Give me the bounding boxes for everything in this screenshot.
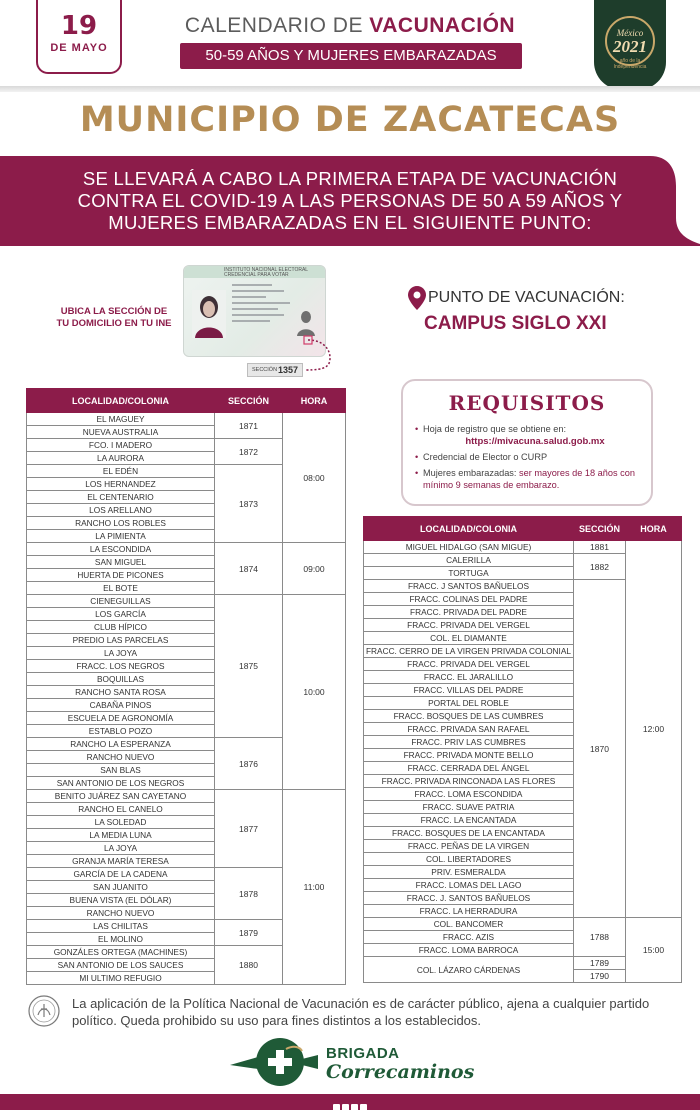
- cell-hora: 12:00: [626, 541, 682, 918]
- column-header-localidad: LOCALIDAD/COLONIA: [364, 517, 574, 541]
- cell-seccion: 1879: [215, 920, 283, 946]
- cell-localidad: EL CENTENARIO: [27, 491, 215, 504]
- cell-localidad: FRACC. PRIVADA RINCONADA LAS FLORES: [364, 775, 574, 788]
- cell-localidad: FRACC. LA HERRADURA: [364, 905, 574, 918]
- ine-hint: [40, 306, 188, 330]
- registration-link[interactable]: https://mivacuna.salud.gob.mx: [465, 435, 605, 447]
- table-row: [27, 413, 346, 426]
- logo-caption: año de la Independencia: [613, 58, 647, 70]
- banner-line: SE LLEVARÁ A CABO LA PRIMERA ETAPA DE VACUNACIÓN: [82, 168, 618, 189]
- youtube-icon[interactable]: [360, 1104, 367, 1110]
- cell-localidad: ESCUELA DE AGRONOMÍA: [27, 712, 215, 725]
- cell-localidad: CIENEGUILLAS: [27, 595, 215, 608]
- bottom-bar: [0, 1094, 700, 1110]
- cell-localidad: FRACC. LOMA BARROCA: [364, 944, 574, 957]
- cell-localidad: COL. LÁZARO CÁRDENAS: [364, 957, 574, 983]
- logo-year: 2021: [613, 37, 647, 56]
- facebook-icon[interactable]: [333, 1104, 340, 1110]
- seccion-label: SECCIÓN: [252, 367, 278, 373]
- cell-localidad: SAN ANTONIO DE LOS SAUCES: [27, 959, 215, 972]
- seccion-pointer: [300, 330, 340, 380]
- cell-seccion: 1872: [215, 439, 283, 465]
- cell-localidad: COL. EL DIAMANTE: [364, 632, 574, 645]
- date-day: 19: [60, 11, 98, 41]
- cell-localidad: BUENA VISTA (EL DÓLAR): [27, 894, 215, 907]
- ine-hint-line: TU DOMICILIO EN TU INE: [56, 318, 172, 329]
- cell-localidad: COL. LIBERTADORES: [364, 853, 574, 866]
- cell-hora: 11:00: [283, 790, 346, 985]
- table-row: [27, 790, 346, 803]
- cell-localidad: GARCÍA DE LA CADENA: [27, 868, 215, 881]
- cell-localidad: TORTUGA: [364, 567, 574, 580]
- schedule-table-left: [26, 388, 346, 985]
- calendar-title-emphasis: VACUNACIÓN: [369, 14, 516, 37]
- ine-hint-line: UBICA LA SECCIÓN DE: [60, 306, 168, 317]
- cell-localidad: COL. BANCOMER: [364, 918, 574, 931]
- cell-localidad: RANCHO LA ESPERANZA: [27, 738, 215, 751]
- table-row: [27, 543, 346, 556]
- cell-localidad: BENITO JUÁREZ SAN CAYETANO: [27, 790, 215, 803]
- logo-country: México: [616, 28, 644, 38]
- cell-localidad: FRACC. PEÑAS DE LA VIRGEN: [364, 840, 574, 853]
- brigada-logo-icon: [228, 1035, 320, 1089]
- cell-localidad: FRACC. EL JARALILLO: [364, 671, 574, 684]
- cell-localidad: NUEVA AUSTRALIA: [27, 426, 215, 439]
- cell-localidad: RANCHO NUEVO: [27, 751, 215, 764]
- cell-seccion: 1870: [574, 580, 626, 918]
- cell-seccion: 1875: [215, 595, 283, 738]
- announcement-banner: [0, 156, 700, 246]
- cell-seccion: 1881: [574, 541, 626, 554]
- cell-localidad: FRACC. COLINAS DEL PADRE: [364, 593, 574, 606]
- requirement-text: Mujeres embarazadas:: [423, 467, 520, 478]
- cell-localidad: FRACC. BOSQUES DE LA ENCANTADA: [364, 827, 574, 840]
- cell-seccion: 1789: [574, 957, 626, 970]
- cell-localidad: RANCHO SANTA ROSA: [27, 686, 215, 699]
- cell-localidad: FCO. I MADERO: [27, 439, 215, 452]
- cell-localidad: FRACC. LOS NEGROS: [27, 660, 215, 673]
- ine-photo-icon: [192, 290, 226, 338]
- table-header-row: [364, 517, 682, 541]
- cell-localidad: SAN MIGUEL: [27, 556, 215, 569]
- cell-localidad: FRACC. J SANTOS BAÑUELOS: [364, 580, 574, 593]
- cell-seccion: 1878: [215, 868, 283, 920]
- column-header-hora: HORA: [626, 517, 682, 541]
- cell-seccion: 1874: [215, 543, 283, 595]
- cell-localidad: SAN ANTONIO DE LOS NEGROS: [27, 777, 215, 790]
- cell-localidad: CALERILLA: [364, 554, 574, 567]
- cell-localidad: FRACC. PRIV LAS CUMBRES: [364, 736, 574, 749]
- twitter-icon[interactable]: [342, 1104, 349, 1110]
- cell-localidad: RANCHO NUEVO: [27, 907, 215, 920]
- cell-localidad: FRACC. CERRADA DEL ÁNGEL: [364, 762, 574, 775]
- calendar-title: [160, 14, 540, 38]
- banner-text: [30, 168, 670, 234]
- cell-localidad: MI ULTIMO REFUGIO: [27, 972, 215, 985]
- ine-card-header: [224, 268, 308, 278]
- requirement-item: [415, 467, 647, 492]
- cell-localidad: FRACC. LA ENCANTADA: [364, 814, 574, 827]
- cell-localidad: ESTABLO POZO: [27, 725, 215, 738]
- cell-localidad: LA PIMIENTA: [27, 530, 215, 543]
- cell-localidad: PRIV. ESMERALDA: [364, 866, 574, 879]
- cell-localidad: FRACC. PRIVADA DEL VERGEL: [364, 619, 574, 632]
- brigada-text: BRIGADA: [326, 1045, 400, 1062]
- cell-localidad: LA ESCONDIDA: [27, 543, 215, 556]
- cell-localidad: EL MAGUEY: [27, 413, 215, 426]
- banner-line: MUJERES EMBARAZADAS EN EL SIGUIENTE PUNTO:: [108, 212, 592, 233]
- cell-localidad: EL EDÉN: [27, 465, 215, 478]
- cell-localidad: FRACC. AZIS: [364, 931, 574, 944]
- vaccination-point-label: PUNTO DE VACUNACIÓN:: [428, 289, 625, 306]
- cell-localidad: PORTAL DEL ROBLE: [364, 697, 574, 710]
- brigada-correcaminos-logo: [228, 1035, 478, 1091]
- ine-text-lines: [232, 284, 292, 326]
- calendar-subtitle: 50-59 AÑOS Y MUJERES EMBARAZADAS: [180, 43, 522, 69]
- cell-seccion: 1790: [574, 970, 626, 983]
- cell-seccion: 1877: [215, 790, 283, 868]
- instagram-icon[interactable]: [351, 1104, 358, 1110]
- cell-localidad: BOQUILLAS: [27, 673, 215, 686]
- cell-seccion: 1873: [215, 465, 283, 543]
- cell-localidad: PREDIO LAS PARCELAS: [27, 634, 215, 647]
- cell-localidad: LA MEDIA LUNA: [27, 829, 215, 842]
- cell-seccion: 1876: [215, 738, 283, 790]
- vaccination-point-place: CAMPUS SIGLO XXI: [424, 313, 607, 334]
- column-header-localidad: LOCALIDAD/COLONIA: [27, 389, 215, 413]
- cell-localidad: RANCHO LOS ROBLES: [27, 517, 215, 530]
- cell-hora: 10:00: [283, 595, 346, 790]
- ine-card-header-line: CREDENCIAL PARA VOTAR: [224, 272, 289, 278]
- cell-localidad: SAN BLAS: [27, 764, 215, 777]
- column-header-hora: HORA: [283, 389, 346, 413]
- cell-localidad: GRANJA MARÍA TERESA: [27, 855, 215, 868]
- cell-seccion: 1788: [574, 918, 626, 957]
- cell-seccion: 1882: [574, 554, 626, 580]
- cell-localidad: LOS HERNANDEZ: [27, 478, 215, 491]
- cell-localidad: LA SOLEDAD: [27, 816, 215, 829]
- mexico-2021-logo: [594, 0, 666, 90]
- cell-localidad: EL BOTE: [27, 582, 215, 595]
- banner-line: CONTRA EL COVID-19 A LAS PERSONAS DE 50 A 59 AÑOS Y: [77, 190, 623, 211]
- cell-localidad: FRACC. CERRO DE LA VIRGEN PRIVADA COLONIAL: [364, 645, 574, 658]
- top-header: [0, 0, 700, 82]
- schedule-table-right: [363, 516, 682, 983]
- cell-localidad: FRACC. PRIVADA MONTE BELLO: [364, 749, 574, 762]
- requirements-list: [415, 423, 647, 495]
- ine-card-header-line: INSTITUTO NACIONAL ELECTORAL: [224, 267, 309, 273]
- social-icons: [333, 1098, 369, 1106]
- table-row: [364, 918, 682, 931]
- requirement-item: • Credencial de Elector o CURP: [415, 451, 647, 464]
- location-pin-icon: [408, 286, 426, 310]
- requirement-text: Hoja de registro que se obtiene en:: [423, 424, 567, 434]
- cell-localidad: LOS GARCÍA: [27, 608, 215, 621]
- municipio-title: MUNICIPIO DE ZACATECAS: [79, 100, 621, 140]
- column-header-seccion: SECCIÓN: [574, 517, 626, 541]
- date-badge: [36, 0, 122, 74]
- cell-localidad: EL MOLINO: [27, 933, 215, 946]
- disclaimer-text: La aplicación de la Política Nacional de Vacunación es de carácter público, ajena a cualquier partido político. Queda prohibido su uso para fines distintos a los establecidos.: [72, 996, 650, 1028]
- column-header-seccion: SECCIÓN: [215, 389, 283, 413]
- table-row: [364, 541, 682, 554]
- cell-localidad: FRACC. PRIVADA DEL VERGEL: [364, 658, 574, 671]
- cell-localidad: MIGUEL HIDALGO (SAN MIGUE): [364, 541, 574, 554]
- table-row: [27, 595, 346, 608]
- requirements-title: REQUISITOS: [448, 391, 606, 415]
- cell-localidad: FRACC. SUAVE PATRIA: [364, 801, 574, 814]
- cell-seccion: 1880: [215, 946, 283, 985]
- cell-localidad: LA JOYA: [27, 842, 215, 855]
- cell-localidad: CABAÑA PINOS: [27, 699, 215, 712]
- cell-localidad: HUERTA DE PICONES: [27, 569, 215, 582]
- requirement-highlight: ser mayores de 18 años con mínimo 9 semanas de embarazo.: [423, 467, 635, 490]
- calendar-title-prefix: CALENDARIO DE: [184, 14, 370, 37]
- cell-seccion: 1871: [215, 413, 283, 439]
- cell-hora: 09:00: [283, 543, 346, 595]
- ine-seccion-box: [247, 363, 303, 377]
- cell-localidad: GONZÁLES ORTEGA (MACHINES): [27, 946, 215, 959]
- cell-localidad: FRACC. VILLAS DEL PADRE: [364, 684, 574, 697]
- table-header-row: [27, 389, 346, 413]
- header-divider: [0, 86, 700, 92]
- requirement-item: [415, 423, 647, 448]
- cell-localidad: LAS CHILITAS: [27, 920, 215, 933]
- cell-localidad: RANCHO EL CANELO: [27, 803, 215, 816]
- cell-localidad: LOS ARELLANO: [27, 504, 215, 517]
- cell-localidad: FRACC. LOMAS DEL LAGO: [364, 879, 574, 892]
- date-month: DE MAYO: [50, 42, 108, 54]
- cell-localidad: LA AURORA: [27, 452, 215, 465]
- cell-localidad: FRACC. BOSQUES DE LAS CUMBRES: [364, 710, 574, 723]
- cell-localidad: FRACC. LOMA ESCONDIDA: [364, 788, 574, 801]
- mexico-seal-icon: [28, 995, 60, 1027]
- cell-localidad: SAN JUANITO: [27, 881, 215, 894]
- cell-localidad: FRACC. J. SANTOS BAÑUELOS: [364, 892, 574, 905]
- cell-localidad: CLUB HÍPICO: [27, 621, 215, 634]
- cell-hora: 15:00: [626, 918, 682, 983]
- cell-localidad: LA JOYA: [27, 647, 215, 660]
- cell-hora: 08:00: [283, 413, 346, 543]
- cell-localidad: FRACC. PRIVADA SAN RAFAEL: [364, 723, 574, 736]
- correcaminos-text: Correcaminos: [326, 1061, 475, 1083]
- cell-localidad: FRACC. PRIVADA DEL PADRE: [364, 606, 574, 619]
- seccion-value: 1357: [277, 365, 298, 375]
- requirements-box: [401, 379, 653, 506]
